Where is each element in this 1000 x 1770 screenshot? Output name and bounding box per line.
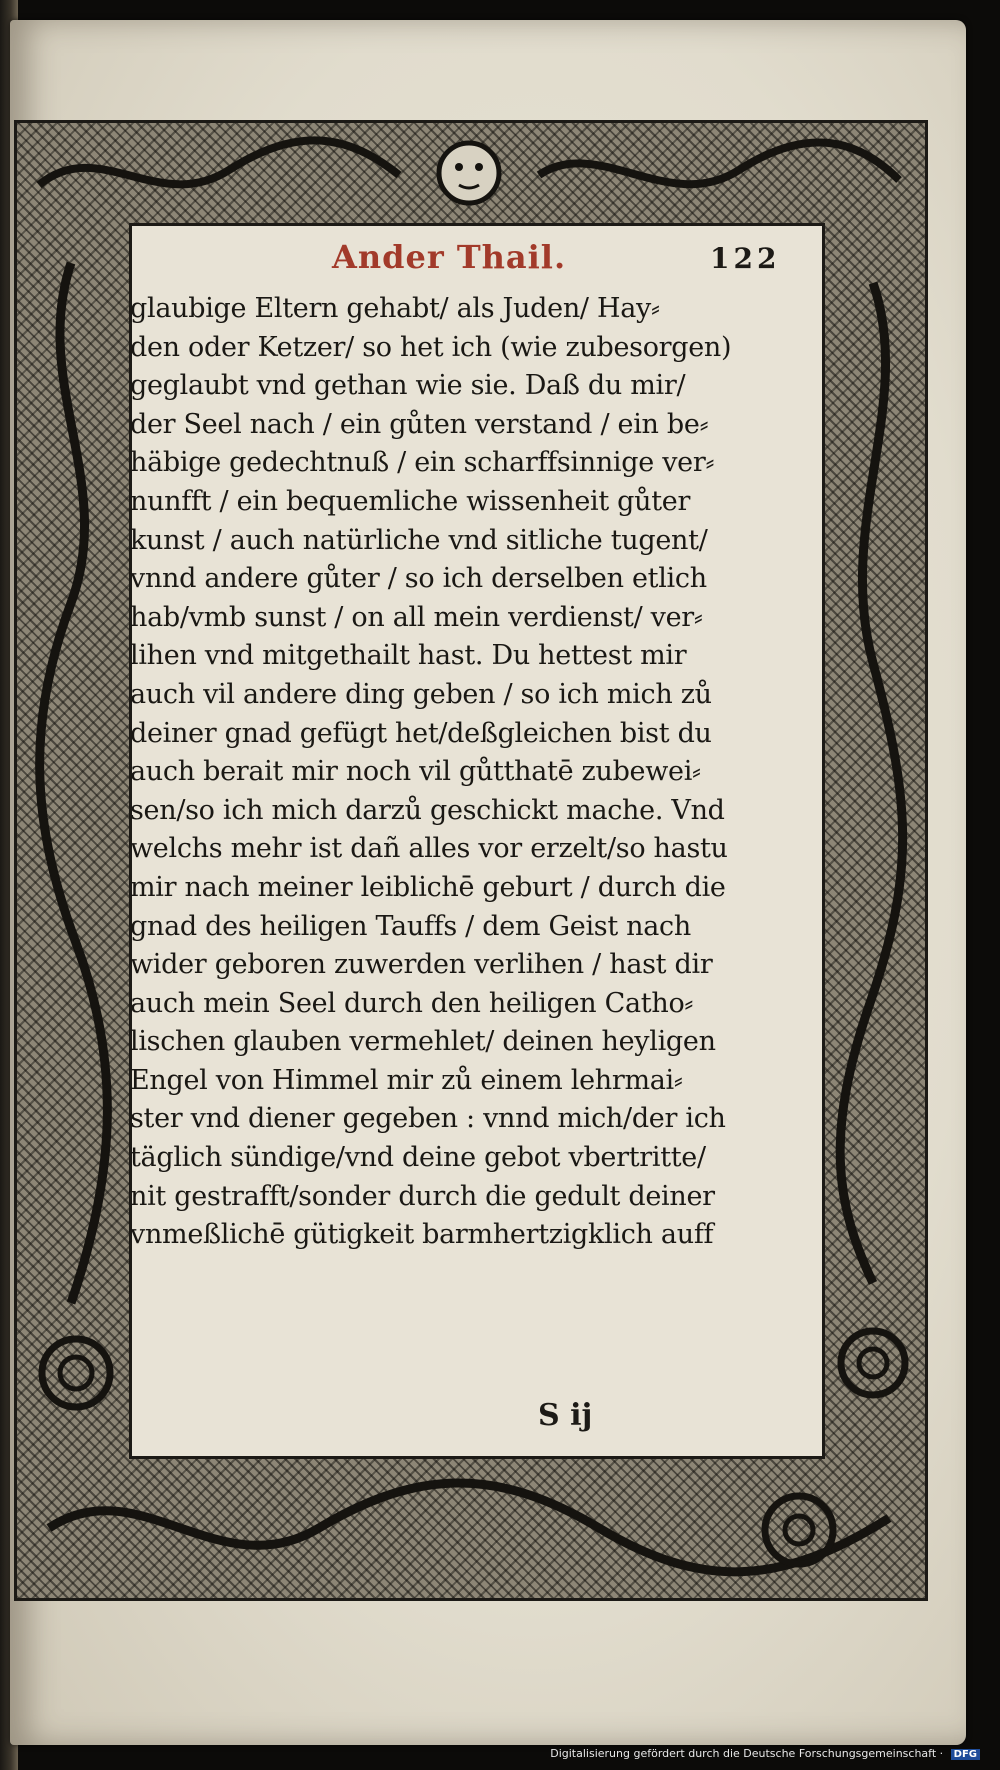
text-line: auch berait mir noch vil gůtthatē zubewei⸗ <box>130 756 701 788</box>
text-line: lihen vnd mitgethailt hast. Du hettest mir <box>130 640 687 672</box>
text-line: Engel von Himmel mir zů einem lehrmai⸗ <box>130 1064 683 1096</box>
text-line: der Seel nach / ein gůten verstand / ein be⸗ <box>130 408 709 440</box>
page-number: 122 <box>710 242 781 275</box>
dfg-credit <box>550 1747 980 1760</box>
text-line: gnad des heiligen Tauffs / dem Geist nach <box>130 910 691 942</box>
text-line: auch vil andere ding geben / so ich mich zů <box>130 678 712 710</box>
text-line: häbige gedechtnuß / ein scharffsinnige ver⸗ <box>130 447 715 479</box>
text-line: wider geboren zuwerden verlihen / hast dir <box>130 949 713 981</box>
text-line: lischen glauben vermehlet/ deinen heyligen <box>130 1026 716 1058</box>
body-text <box>130 290 810 1255</box>
text-line: sen/so ich mich darzů geschickt mache. Vnd <box>130 794 725 826</box>
top-ornament-icon <box>19 125 919 220</box>
text-line: auch mein Seel durch den heiligen Catho⸗ <box>130 987 694 1019</box>
bottom-ornament-icon <box>19 1458 919 1593</box>
text-line: ster vnd diener gegeben : vnnd mich/der ich <box>130 1103 726 1135</box>
text-line: mir nach meiner leiblichē geburt / durch die <box>130 871 726 903</box>
book-page <box>10 20 966 1745</box>
right-ornament-icon <box>825 223 920 1453</box>
text-line: vnnd andere gůter / so ich derselben etlich <box>130 563 707 595</box>
text-line: kunst / auch natürliche vnd sitliche tugent/ <box>130 524 708 556</box>
left-ornament-icon <box>21 223 126 1453</box>
text-line: hab/vmb sunst / on all mein verdienst/ ver⸗ <box>130 601 703 633</box>
text-line: glaubige Eltern gehabt/ als Juden/ Hay⸗ <box>130 293 660 324</box>
text-line: täglich sündige/vnd deine gebot vbertritte/ <box>130 1142 706 1174</box>
signature-mark: S ij <box>538 1398 593 1433</box>
dfg-logo-icon: DFG <box>951 1749 980 1760</box>
dfg-credit-text: Digitalisierung gefördert durch die Deutsche Forschungsgemeinschaft · <box>550 1747 944 1760</box>
text-line: geglaubt vnd gethan wie sie. Daß du mir/ <box>130 370 686 402</box>
text-line: nit gestrafft/sonder durch die gedult deiner <box>130 1180 715 1212</box>
text-line: den oder Ketzer/ so het ich (wie zubesorgen) <box>130 331 732 363</box>
page-title: Ander Thail. <box>332 238 567 276</box>
text-line: deiner gnad gefügt het/deßgleichen bist du <box>130 717 712 749</box>
text-line: nunfft / ein bequemliche wissenheit gůter <box>130 485 691 517</box>
text-line: welchs mehr ist dañ alles vor erzelt/so hastu <box>130 833 728 865</box>
text-line: vnmeßlichē gütigkeit barmhertzigklich auff <box>130 1219 714 1251</box>
